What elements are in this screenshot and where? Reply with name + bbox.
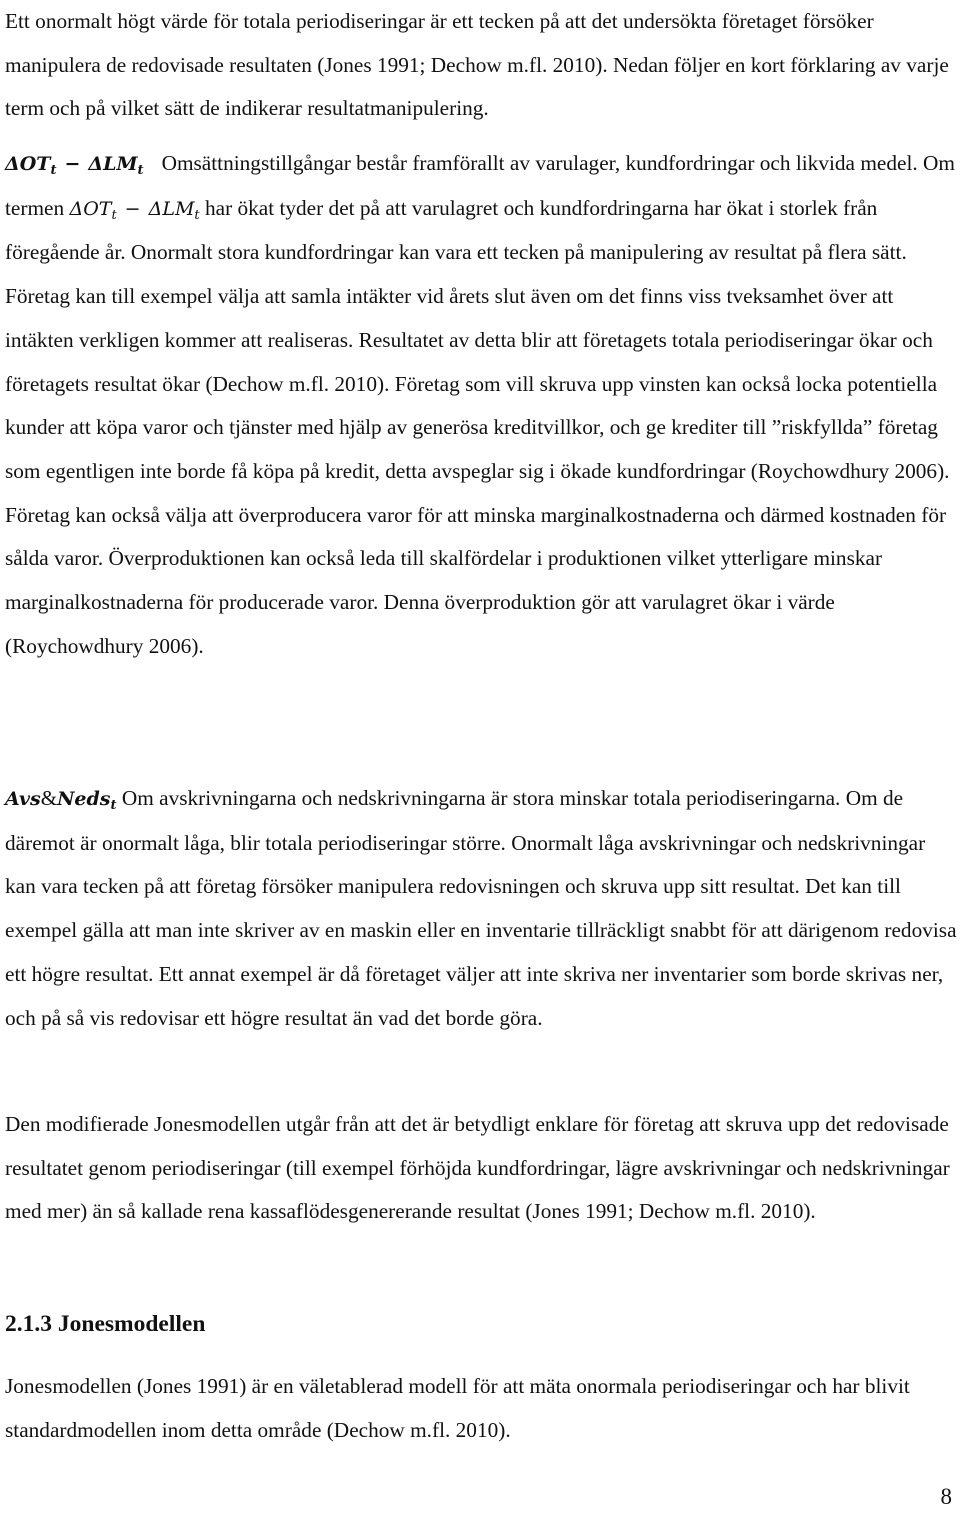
inline-delta-ot-formula: $\Delta OT_t - \Delta LM_t$ — [69, 197, 200, 223]
term-avs-neds-formula: Avs&Neds$_t$ — [5, 786, 117, 813]
term-delta-ot-text-1: Omsättningstillgångar består framförallt av varulager, kundfordringar och likvida medel. Om termen — [5, 151, 955, 220]
term-avs-neds-paragraph — [5, 777, 957, 1040]
section-heading: 2.1.3 Jonesmodellen — [5, 1311, 206, 1337]
term-delta-ot-text-2: har ökat tyder det på att varulagret och kundfordringarna har ökat i storlek från föregående år. Onormalt stora kundfordringar kan vara ett tecken på manipulering av resultat på flera sätt. Företag kan till exempel välja att samla intäkter vid årets slut även om det finns viss tveksamhet över att intäkten verkligen kommer att realiseras. Resultatet av detta blir att företagets totala periodiseringar ökar och företagets resultat ökar (Dechow m.fl. 2010). Företag som vill skruva upp vinsten kan också locka potentiella kunder att köpa varor och tjänster med hjälp av generösa kreditvillkor, och ge krediter till ”riskfyllda” företag som egentligen inte borde få köpa på kredit, detta avspeglar sig i ökade kundfordringar (Roychowdhury 2006). Företag kan också välja att överproducera varor för att minska marginalkostnaderna och därmed kostnaden för sålda varor. Överproduktionen kan också leda till skalfördelar i produktionen vilket ytterligare minskar marginalkostnaderna för producerade varor. Denna överproduktion gör att varulagret ökar i värde (Roychowdhury 2006). — [5, 195, 950, 658]
term-avs-neds-text: Om avskrivningarna och nedskrivningarna är stora minskar totala periodiseringarna. Om de däremot är onormalt låga, blir totala periodiseringar större. Onormalt låga avskrivningar och nedskrivningar kan vara tecken på att företag försöker manipulera redovisningen och skruva upp sitt resultat. Det kan till exempel gälla att man inte skriver av en maskin eller en inventarie tillräckligt snabbt för att därigenom redovisa ett högre resultat. Ett annat exempel är då företaget väljer att inte skriva ner inventarier som borde skrivas ner, och på så vis redovisar ett högre resultat än vad det borde göra. — [5, 786, 957, 1030]
jones-model-paragraph: Jonesmodellen (Jones 1991) är en väletablerad modell för att mäta onormala periodiseringar och har blivit standardmodellen inom detta område (Dechow m.fl. 2010). — [5, 1374, 910, 1442]
intro-paragraph: Ett onormalt högt värde för totala periodiseringar är ett tecken på att det undersökta företaget försöker manipulera de redovisade resultaten (Jones 1991; Dechow m.fl. 2010). Nedan följer en kort förklaring av varje term och på vilket sätt de indikerar resultatmanipulering. — [5, 9, 949, 121]
term-delta-ot-formula: $\Delta OT_t - \Delta LM_t$ — [5, 153, 144, 178]
term-delta-ot-lm-paragraph — [5, 142, 957, 668]
modified-jones-paragraph: Den modifierade Jonesmodellen utgår från att det är betydligt enklare för företag att skruva upp det redovisade resultatet genom periodiseringar (till exempel förhöjda kundfordringar, lägre avskrivningar och nedskrivningar med mer) än så kallade rena kassaflödesgenererande resultat (Jones 1991; Dechow m.fl. 2010). — [5, 1112, 950, 1224]
page-number: 8 — [940, 1484, 952, 1509]
